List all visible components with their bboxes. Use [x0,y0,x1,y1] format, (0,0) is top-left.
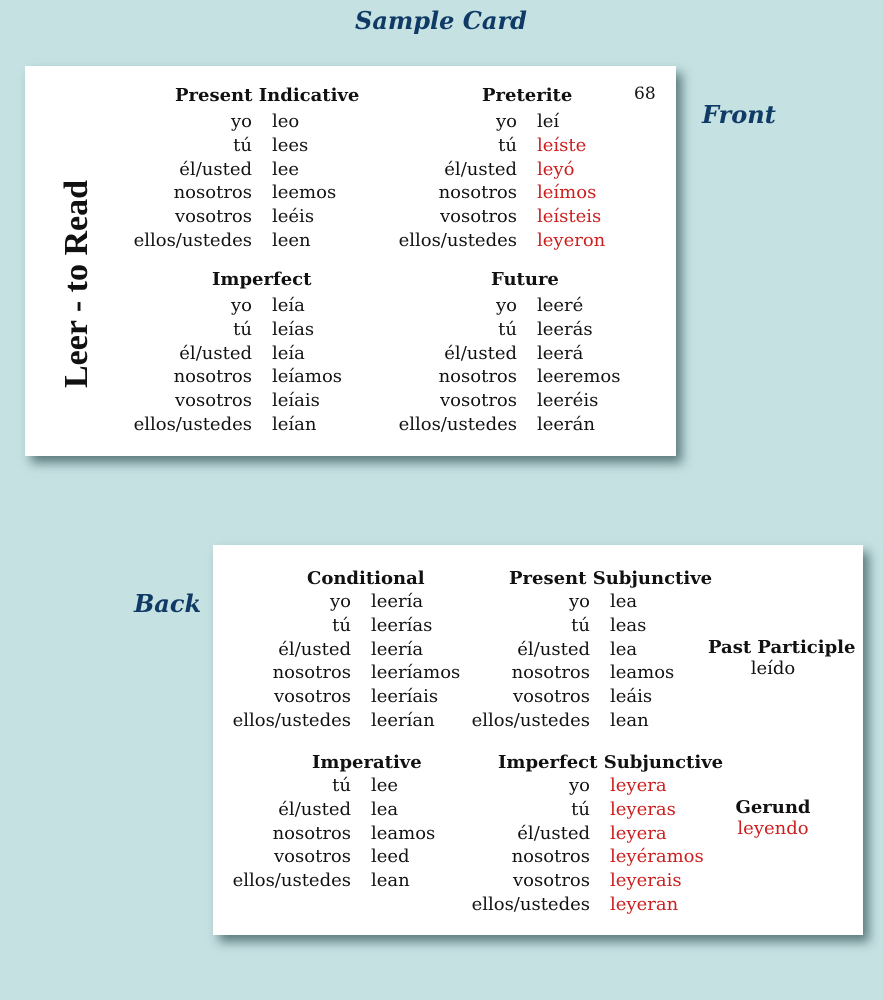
past-participle-form: leído [750,658,796,679]
pronoun: tú [498,134,517,156]
tense-heading: Imperfect [212,269,312,290]
front-card [25,66,676,456]
tense-heading: Present Indicative [175,85,360,106]
pronoun: ellos/ustedes [232,870,351,892]
pronoun: él/usted [179,158,252,180]
gerund [718,797,828,839]
tense-heading: Preterite [482,85,573,106]
conjugated-form: leerías [371,614,433,636]
pronoun: nosotros [173,366,252,388]
tense-heading: Present Subjunctive [509,568,713,589]
conjugated-form: leyeron [537,230,606,251]
gerund-label: Gerund [735,797,811,818]
pronoun: nosotros [438,182,517,204]
pronoun: yo [329,591,351,612]
pronoun: tú [571,798,590,820]
conjugated-form: leeríais [371,686,439,708]
conjugated-form: leyera [610,822,667,844]
conjugated-form: leéis [272,206,315,228]
conjugated-form: leemos [272,182,337,204]
pronoun: ellos/ustedes [398,230,517,251]
pronoun: nosotros [272,822,351,844]
conjugated-form: leerían [371,710,435,731]
pronoun: vosotros [175,390,252,412]
pronoun: ellos/ustedes [471,894,590,915]
pronoun: yo [568,591,590,612]
pronoun: vosotros [175,206,252,228]
pronoun: tú [498,318,517,340]
conjugated-form: leías [272,318,315,340]
pronoun: yo [495,295,517,316]
conjugated-form: lea [371,798,399,820]
pronoun: ellos/ustedes [398,414,517,435]
pronoun: nosotros [438,366,517,388]
pronoun: él/usted [517,638,590,660]
pronoun: tú [332,775,351,796]
conjugated-form: leeríamos [371,662,461,684]
pronoun: ellos/ustedes [133,230,252,251]
verb-title: Leer - to Read [58,179,95,388]
pronoun: nosotros [511,662,590,684]
conjugated-form: leería [371,638,424,660]
pronoun: tú [332,614,351,636]
gerund-form: leyendo [737,818,809,839]
pronoun: él/usted [444,158,517,180]
conjugated-form: leyeran [610,894,679,915]
back-card [213,545,863,935]
conjugated-form: leen [272,230,311,251]
pronoun: nosotros [173,182,252,204]
pronoun: vosotros [440,390,517,412]
conjugated-form: leyéramos [610,846,704,868]
conjugated-form: leyerais [610,870,682,892]
conjugated-form: leamos [610,662,675,684]
conjugated-form: leeremos [537,366,621,388]
conjugated-form: leerán [537,414,595,435]
conjugated-form: leeréis [537,390,599,412]
conjugated-form: leíste [537,134,587,156]
pronoun: vosotros [440,206,517,228]
conjugated-form: leerás [537,318,593,340]
page-title: Sample Card [355,6,527,35]
pronoun: él/usted [278,798,351,820]
pronoun: él/usted [444,342,517,364]
pronoun: yo [568,775,590,796]
conjugated-form: leí [537,111,560,132]
pronoun: él/usted [517,822,590,844]
conjugated-form: leísteis [537,206,602,228]
tense-heading: Imperfect Subjunctive [498,752,724,773]
pronoun: nosotros [511,846,590,868]
pronoun: vosotros [513,686,590,708]
pronoun: él/usted [179,342,252,364]
conjugated-form: leo [272,111,300,132]
conjugated-form: leía [272,342,305,364]
conjugated-form: lee [371,775,399,796]
conjugated-form: lean [371,870,410,892]
pronoun: nosotros [272,662,351,684]
conjugated-form: lee [272,158,300,180]
tense-heading: Imperative [312,752,422,773]
front-label: Front [702,100,776,129]
conjugated-form: lean [610,710,649,731]
pronoun: él/usted [278,638,351,660]
conjugated-form: leíamos [272,366,343,388]
conjugated-form: leía [272,295,305,316]
past-participle [708,637,856,679]
pronoun: tú [233,134,252,156]
pronoun: vosotros [513,870,590,892]
conjugated-form: leyera [610,775,667,796]
conjugated-form: lea [610,638,638,660]
conjugated-form: leían [272,414,317,435]
pronoun: tú [571,614,590,636]
pronoun: ellos/ustedes [133,414,252,435]
pronoun: tú [233,318,252,340]
tense-heading: Future [491,269,559,290]
conjugated-form: leamos [371,822,436,844]
pronoun: vosotros [274,686,351,708]
conjugated-form: leáis [610,686,653,708]
pronoun: yo [230,295,252,316]
conjugated-form: leerá [537,342,584,364]
conjugated-form: leed [371,846,410,868]
past-participle-label: Past Participle [708,637,856,658]
pronoun: yo [230,111,252,132]
conjugated-form: leíais [272,390,320,412]
pronoun: ellos/ustedes [232,710,351,731]
conjugated-form: lea [610,591,638,612]
conjugated-form: leas [610,614,647,636]
pronoun: yo [495,111,517,132]
pronoun: vosotros [274,846,351,868]
conjugated-form: leeré [537,295,584,316]
conjugated-form: leyeras [610,798,676,820]
tense-heading: Conditional [307,568,425,589]
conjugated-form: leería [371,591,424,612]
conjugated-form: leyó [537,158,575,180]
conjugated-form: lees [272,134,309,156]
pronoun: ellos/ustedes [471,710,590,731]
conjugated-form: leímos [537,182,597,204]
back-label: Back [134,589,202,618]
page-number: 68 [634,84,656,104]
